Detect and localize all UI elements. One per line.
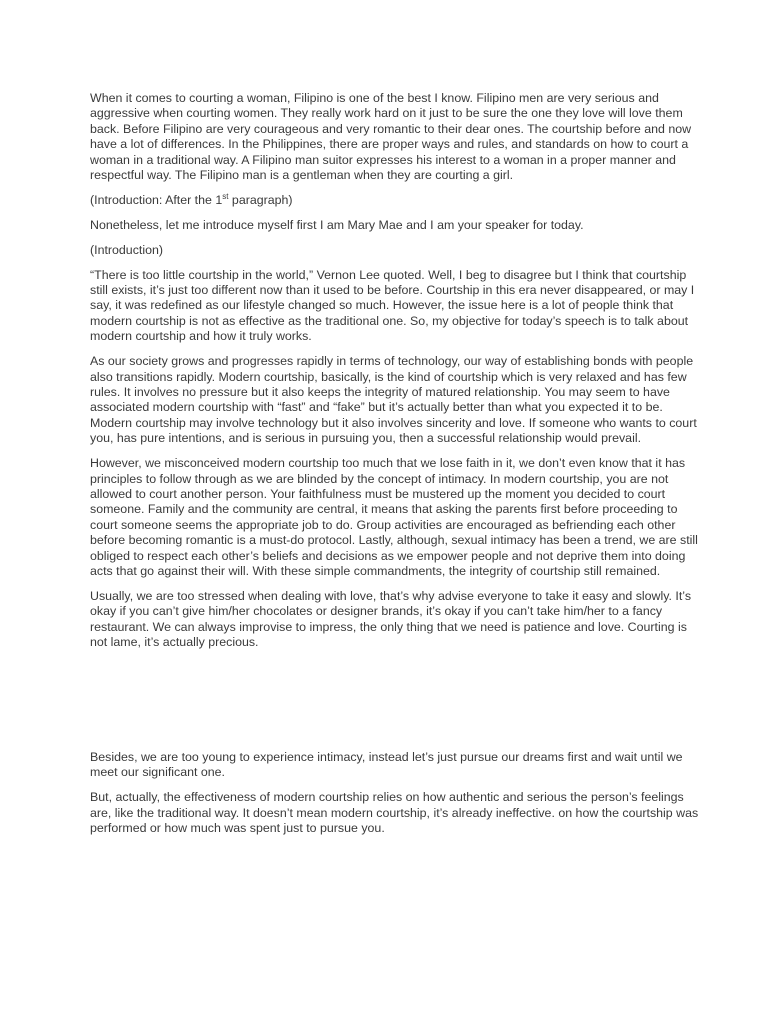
paragraph-introduction-note: [90, 193, 700, 208]
paragraph-principles: However, we misconceived modern courtship too much that we lose faith in it, we don’t even know that it has principles to follow through as we are blinded by the concept of intimacy. In modern courtship, you are not allowed to court another person. Your faithfulness must be mustered up the moment you decided to court someone. Family and the community are central, it means that asking the parents first before proceeding to court someone seems the appropriate job to do. Group activities are encouraged as befriending each other before becoming romantic is a must-do protocol. Lastly, although, sexual intimacy has been a trend, we are still obliged to respect each other’s beliefs and decisions as we empower people and not deprive them into doing acts that go against their will. With these simple commandments, the integrity of courtship still remained.: [90, 456, 698, 578]
ordinal-superscript: st: [222, 191, 229, 201]
paragraph-advice: Usually, we are too stressed when dealing with love, that’s why advise everyone to take it easy and slowly. It’s okay if you can’t give him/her chocolates or designer brands, it’s okay if you can’t take him/her to a fancy restaurant. We can always improvise to impress, the only thing that we need is patience and love. Courting is not lame, it’s actually precious.: [90, 588, 692, 650]
paragraph-intro-courting: When it comes to courting a woman, Filipino is one of the best I know. Filipino men are very serious and aggressive when courting women. They really work hard on it just to be sure the one they love will love them back. Before Filipino are very courageous and very romantic to their dear ones. The courtship before and now have a lot of differences. In the Philippines, there are proper ways and rules, and standards on how to court a woman in a traditional way. A Filipino man suitor expresses his interest to a woman in a proper manner and respectful way. The Filipino man is a gentleman when they are courting a girl.: [90, 91, 692, 183]
introduction-note-text: (Introduction: After the 1: [90, 192, 223, 207]
paragraph-modern-courtship: As our society grows and progresses rapidly in terms of technology, our way of establishing bonds with people also transitions rapidly. Modern courtship, basically, is the kind of courtship which is very relaxed and has few rules. It involves no pressure but it also keeps the integrity of matured relationship. You may seem to have associated modern courtship with “fast” and “fake” but it’s actually better than what you expected it to be. Modern courtship may involve technology but it also involves sincerity and love. If someone who wants to court you, has pure intentions, and is serious in pursuing you, then a successful relationship would prevail.: [90, 354, 697, 446]
blank-space: [90, 660, 700, 750]
paragraph-quote: “There is too little courtship in the world,” Vernon Lee quoted. Well, I beg to disagree but I think that courtship still exists, it’s just too different now than it used to be before. Courtship in this era never disappeared, or may I say, it was redefined as our lifestyle changed so much. However, the issue here is a lot of people think that modern courtship is not as effective as the traditional one. So, my objective for today’s speech is to talk about modern courtship and how it truly works.: [90, 267, 695, 344]
paragraph-introduction-label: (Introduction): [90, 242, 164, 257]
paragraph-dreams: Besides, we are too young to experience intimacy, instead let’s just pursue our dreams first and wait until we meet our significant one.: [90, 750, 683, 780]
paragraph-self-introduction: Nonetheless, let me introduce myself first I am Mary Mae and I am your speaker for today.: [90, 217, 584, 232]
document-page: [90, 91, 700, 846]
introduction-note-tail: paragraph): [228, 192, 293, 207]
paragraph-effectiveness: But, actually, the effectiveness of modern courtship relies on how authentic and serious the person’s feelings are, like the traditional way. It doesn’t mean modern courtship, it’s already ineffective. on how the courtship was performed or how much was spent just to pursue you.: [90, 790, 699, 836]
